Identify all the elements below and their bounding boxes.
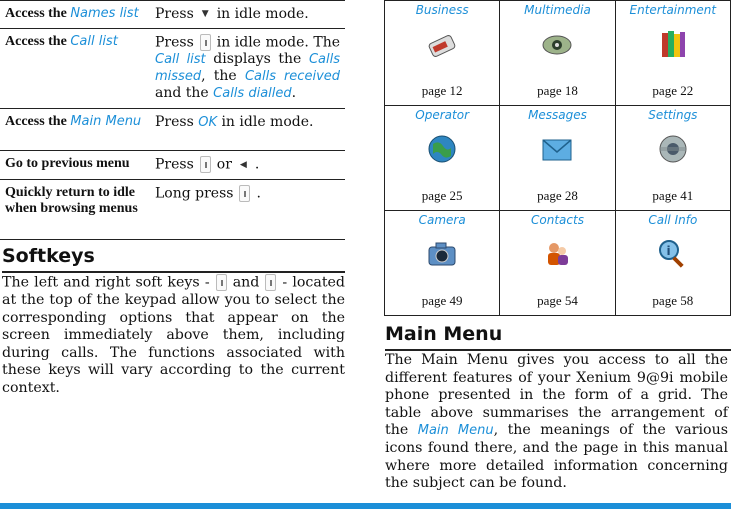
grid-cell-business: Business page 12	[385, 1, 500, 106]
main-menu-heading: Main Menu	[385, 323, 731, 351]
main-menu-grid	[384, 0, 731, 316]
row-label: Access the Main Menu	[0, 109, 150, 151]
softkeys-paragraph: The left and right soft keys - and - located at the top of the keypad allow you to select the corresponding options that appear on the screen immediately above them, including during calls. The functions associated with these keys will vary according to the current context.	[2, 274, 346, 397]
grid-cell-entertainment: Entertainment page 22	[615, 1, 730, 106]
settings-icon	[656, 132, 690, 166]
softkeys-heading: Softkeys	[2, 245, 345, 273]
call-info-icon	[656, 237, 690, 271]
row-label: Access the Names list	[0, 1, 150, 29]
table-row	[0, 180, 345, 240]
multimedia-icon	[540, 27, 574, 61]
grid-cell-settings: Settings page 41	[615, 106, 730, 211]
camera-icon	[425, 237, 459, 271]
grid-cell-call-info: Call Info i page 58	[615, 211, 730, 316]
row-desc: Long press .	[150, 180, 345, 240]
table-row	[0, 109, 345, 151]
left-key-icon: ◀	[239, 159, 247, 170]
row-label: Quickly return to idle when browsing menus	[0, 180, 150, 240]
main-menu-paragraph: The Main Menu gives you access to all the different features of your Xenium 9@9i mobile phone presented in the form of a grid. The table above summarises the arrangement of the Main Menu, the meanings of the various icons found there, and the page in this manual where more detailed information concerning the subject can be found.	[385, 352, 729, 492]
row-label: Go to previous menu	[0, 151, 150, 180]
grid-cell-operator: Operator page 25	[385, 106, 500, 211]
business-icon	[425, 27, 459, 61]
row-desc: Press OK in idle mode.	[150, 109, 345, 151]
row-desc: Press in idle mode. The Call list displays the Calls missed, the Calls received and the Calls dialled.	[150, 29, 345, 109]
table-row	[0, 29, 345, 109]
messages-icon	[540, 132, 574, 166]
end-key-icon	[239, 185, 250, 202]
operator-icon	[425, 132, 459, 166]
call-key-icon	[200, 34, 211, 51]
entertainment-icon	[656, 27, 690, 61]
left-softkey-icon	[216, 274, 227, 291]
down-key-icon: ▼	[201, 9, 209, 19]
row-desc: Press or ◀ .	[150, 151, 345, 180]
grid-cell-multimedia: Multimedia page 18	[500, 1, 615, 106]
table-row	[0, 1, 345, 29]
grid-cell-camera: Camera page 49	[385, 211, 500, 316]
back-key-icon	[200, 156, 211, 173]
table-row	[0, 151, 345, 180]
row-desc: Press ▼ in idle mode.	[150, 1, 345, 29]
grid-cell-messages: Messages page 28	[500, 106, 615, 211]
contacts-icon	[540, 237, 574, 271]
grid-cell-contacts: Contacts page 54	[500, 211, 615, 316]
shortcut-table	[0, 0, 345, 240]
svg-text:i: i	[666, 244, 671, 258]
footer-bar	[0, 503, 731, 509]
row-label: Access the Call list	[0, 29, 150, 109]
right-softkey-icon	[265, 274, 276, 291]
